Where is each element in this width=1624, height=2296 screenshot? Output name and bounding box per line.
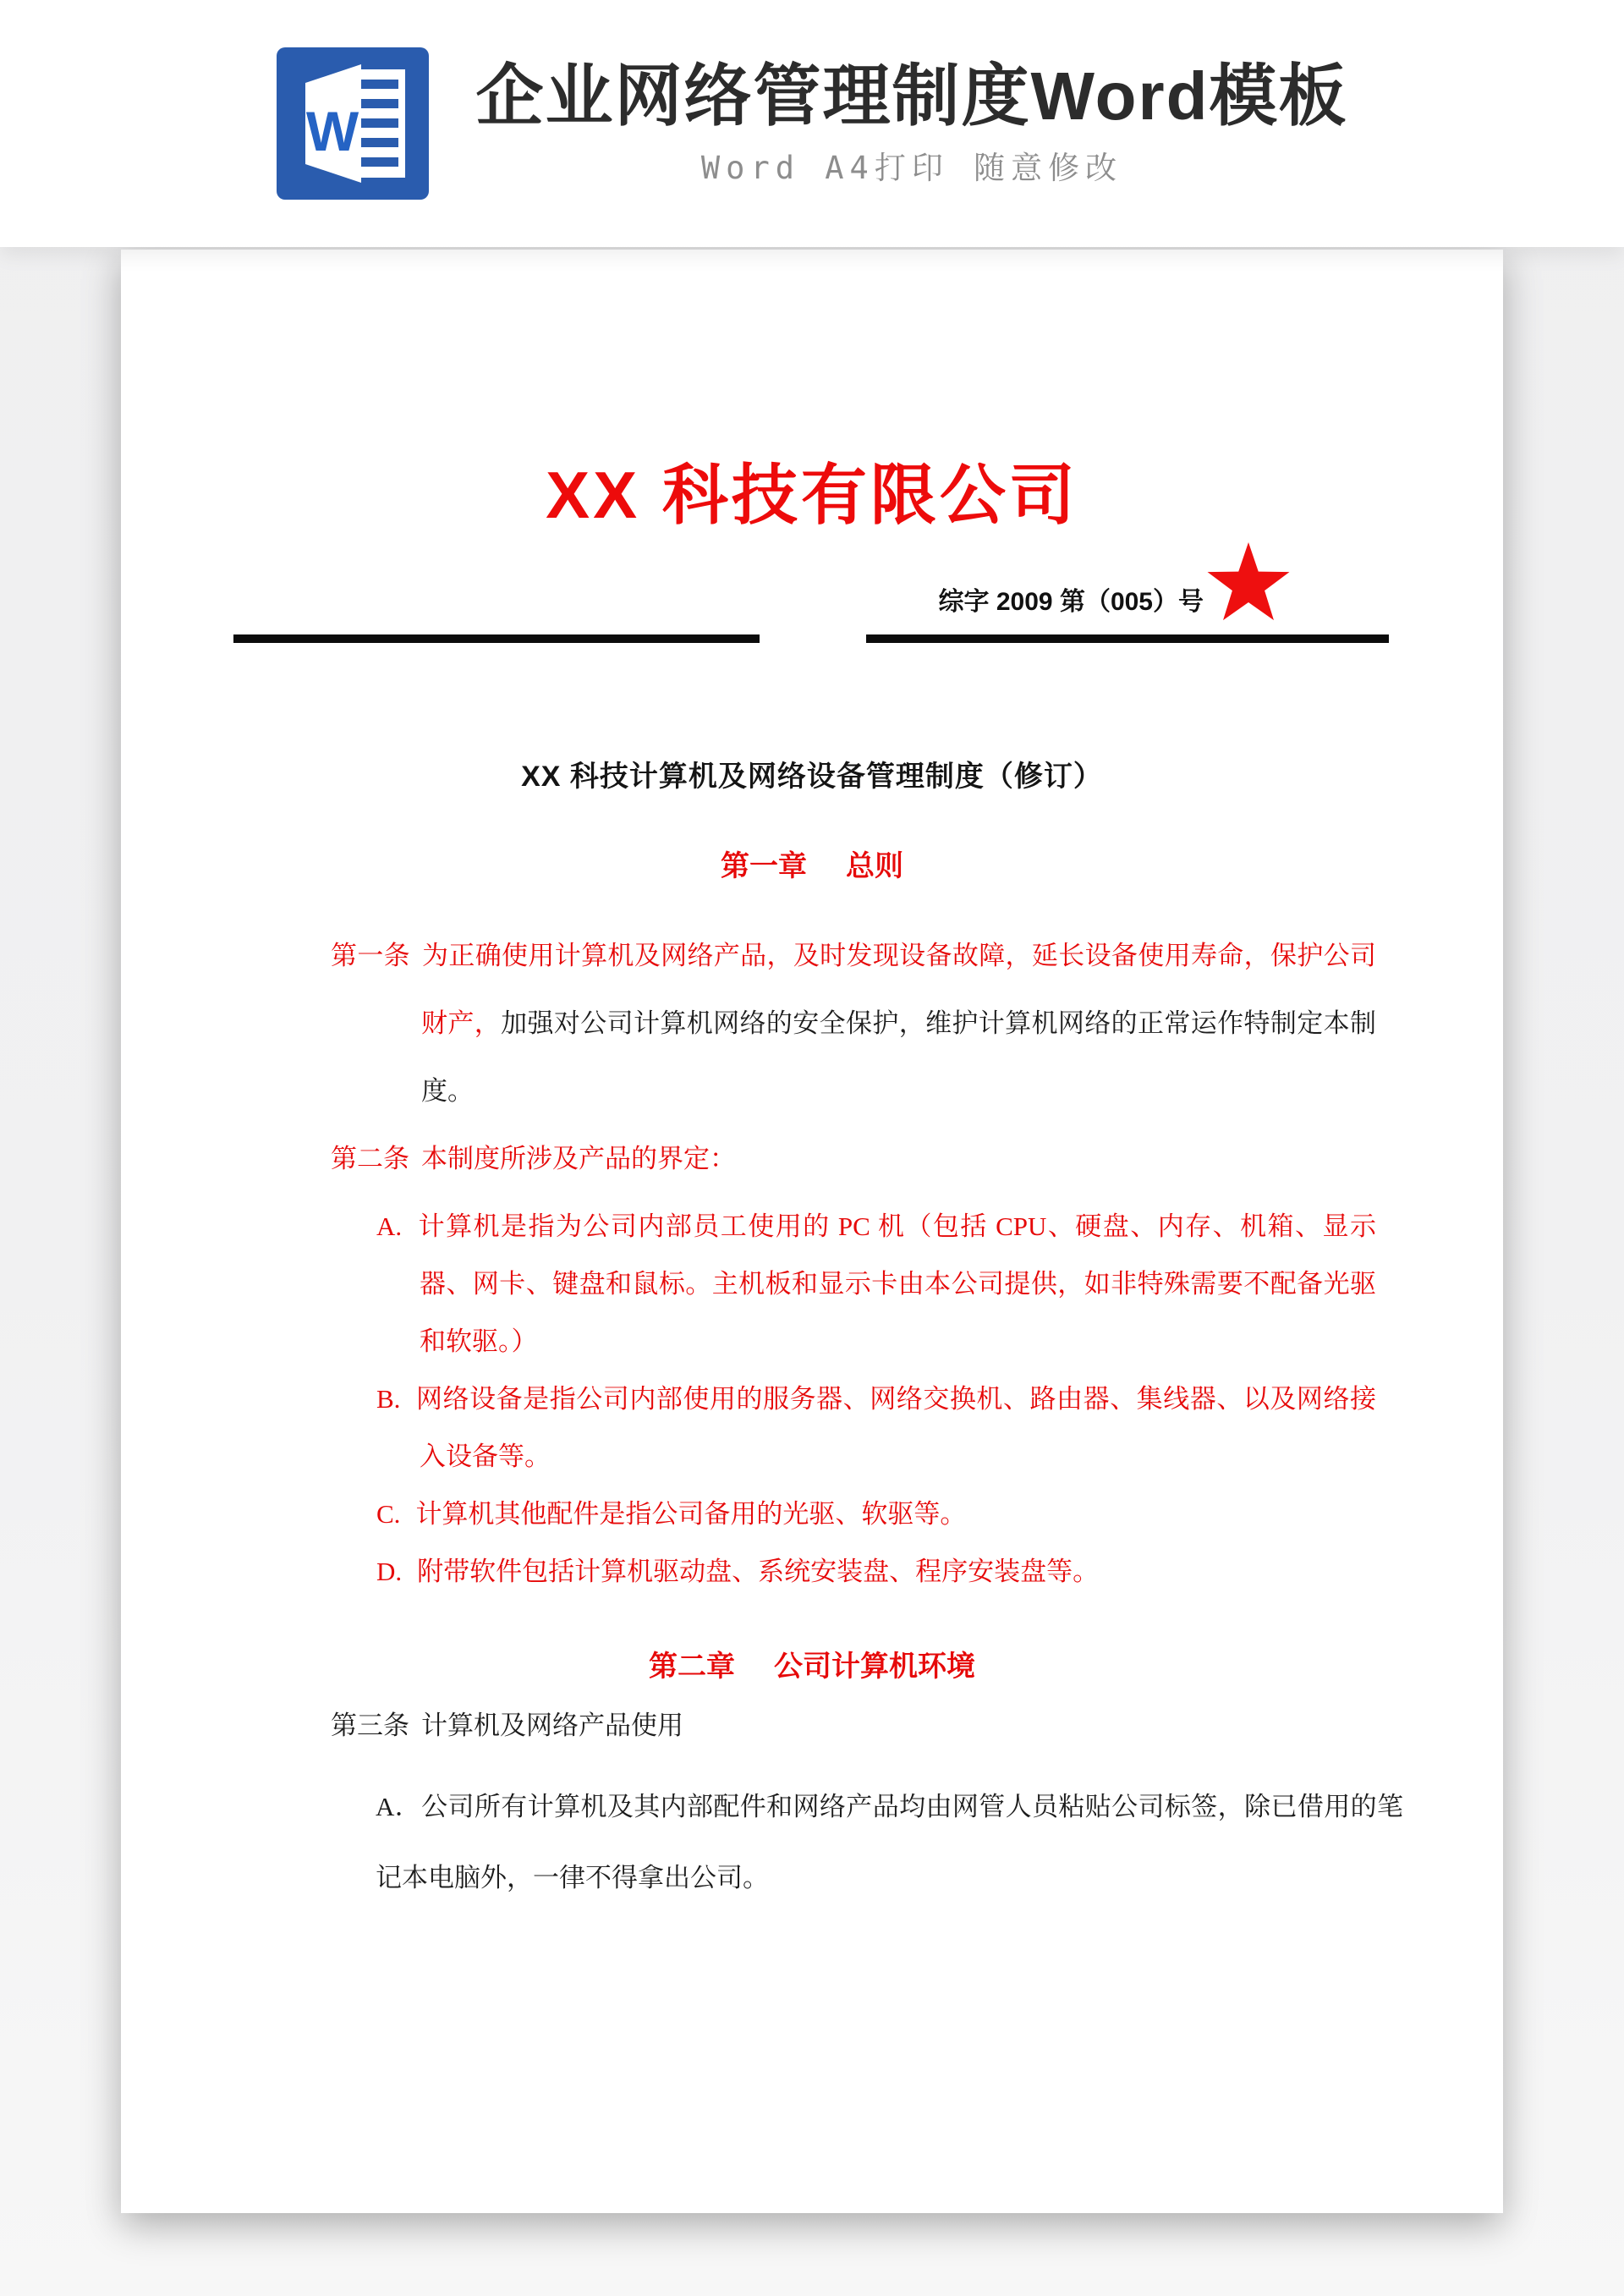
doc-number-row xyxy=(121,541,1290,622)
list-item-a-marker: A. xyxy=(376,1211,403,1241)
divider-right-bar xyxy=(866,634,1389,643)
chapter-2-heading xyxy=(121,1648,1503,1685)
article-1-black-text: 加强对公司计算机网络的安全保护，维护计算机网络的正常运作特制定本制度。 xyxy=(421,1008,1377,1106)
list-item-d xyxy=(121,1543,1503,1601)
template-banner xyxy=(0,0,1624,247)
divider-left-bar xyxy=(233,634,760,643)
chapter-1-title: 总则 xyxy=(846,850,903,882)
list-item-c xyxy=(121,1486,1503,1543)
list-item-b-text: 网络设备是指公司内部使用的服务器、网络交换机、路由器、集线器、以及网络接入设备等。 xyxy=(415,1384,1376,1471)
article-1-term: 第一条 xyxy=(331,941,411,970)
letterhead-divider xyxy=(121,634,1503,643)
list-item-a-text: 计算机是指为公司内部员工使用的 PC 机（包括 CPU、硬盘、内存、机箱、显示器、网卡、键盘和鼠标。主机板和显示卡由本公司提供，如非特殊需要不配备光驱和软驱。） xyxy=(417,1211,1376,1356)
definition-list xyxy=(121,1198,1503,1601)
divider-gap xyxy=(760,634,866,643)
article-2-term: 第二条 xyxy=(331,1144,409,1173)
chapter-2-number: 第二章 xyxy=(649,1651,735,1683)
list-item-d-marker: D. xyxy=(376,1557,403,1586)
banner-title: 企业网络管理制度Word模板 xyxy=(475,58,1348,134)
closing-paragraph: A．公司所有计算机及其内部配件和网络产品均由网管人员粘贴公司标签，除已借用的笔记本电脑外，一律不得拿出公司。 xyxy=(376,1792,1403,1892)
article-3 xyxy=(121,1692,1503,1760)
article-1-red-text: 为正确使用计算机及网络产品，及时发现设备故障，延长设备使用寿命，保护公司财产， xyxy=(421,941,1377,1038)
document-page xyxy=(121,250,1503,2213)
list-item-c-text: 计算机其他配件是指公司备用的光驱、软驱等。 xyxy=(415,1499,967,1529)
chapter-2-title: 公司计算机环境 xyxy=(774,1651,975,1683)
article-2-text: 本制度所涉及产品的界定： xyxy=(421,1144,736,1173)
company-title: XX 科技有限公司 xyxy=(546,458,1078,532)
article-1 xyxy=(121,922,1503,1125)
article-2 xyxy=(121,1125,1503,1193)
banner-text xyxy=(476,59,1348,188)
doc-number: 综字 2009 第（005）号 xyxy=(938,588,1204,616)
red-star-icon xyxy=(1207,541,1290,622)
word-icon xyxy=(277,47,429,200)
document-title: XX 科技计算机及网络设备管理制度（修订） xyxy=(521,761,1103,793)
article-3-term: 第三条 xyxy=(331,1711,409,1740)
list-item-b-marker: B. xyxy=(376,1384,401,1414)
svg-text:W: W xyxy=(305,100,359,162)
article-3-text: 计算机及网络产品使用 xyxy=(421,1711,683,1740)
list-item-b xyxy=(121,1370,1503,1486)
chapter-1-heading xyxy=(121,848,1503,885)
list-item-c-marker: C. xyxy=(376,1499,401,1529)
list-item-a xyxy=(121,1198,1503,1370)
chapter-1-number: 第一章 xyxy=(721,850,807,882)
list-item-d-text: 附带软件包括计算机驱动盘、系统安装盘、程序安装盘等。 xyxy=(417,1557,1100,1586)
banner-subtitle: Word A4打印 随意修改 xyxy=(700,150,1123,186)
